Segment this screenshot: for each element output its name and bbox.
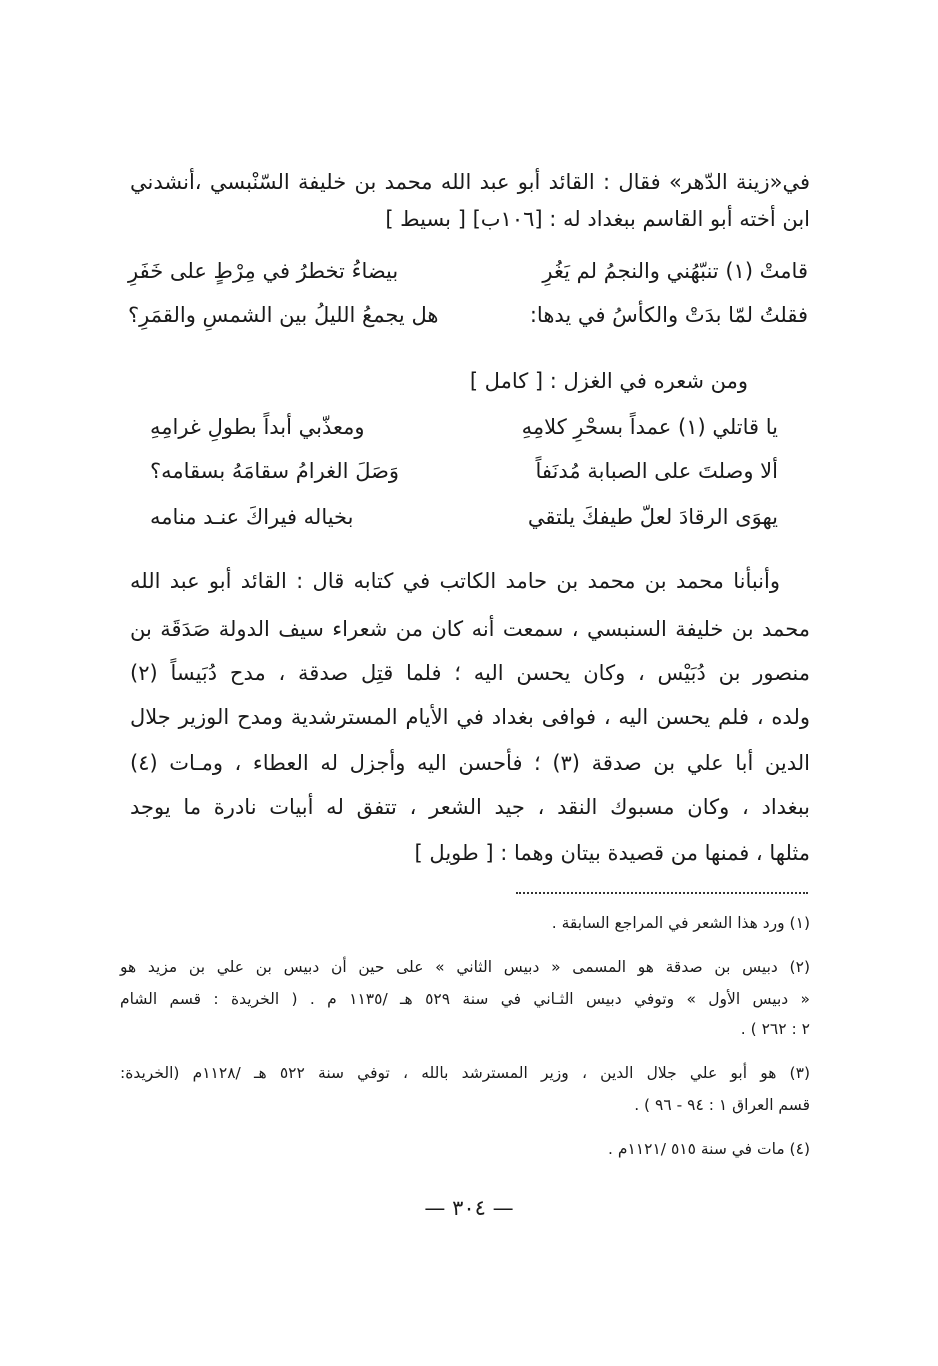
page-number: — ٣٠٤ — [424, 1196, 514, 1220]
verse-first-hemistich: فقلتُ لمّا بدَتْ والكأسُ في يدها: [529, 303, 808, 327]
text-line: في«زينة الدّهر» فقال : القائد أبو عبد الله محمد بن خليفة السّنْبسي ،أنشدني [130, 170, 810, 194]
verse-line [128, 456, 808, 486]
text-line: منصور بن دُبَيْس ، وكان يحسن اليه ؛ فلما قتِل صدقة ، مدح دُبَيساً (٢) [130, 661, 810, 685]
verse-first-hemistich: يهوَى الرقادَ لعلّ طيفكَ يلتقي [527, 505, 778, 529]
verse-line [128, 300, 808, 330]
verse-second-hemistich: ومعذّبي أبداً بطولِ غرامِهِ [150, 415, 365, 439]
text-line: ابن أخته أبو القاسم ببغداد له : [١٠٦ب] [ بسيط ] [385, 207, 810, 231]
verse-second-hemistich: وَصَلَ الغرامُ سقامَهُ بسقامه؟ [150, 459, 400, 483]
footnote-separator [516, 892, 808, 894]
footnote: ٢ : ٢٦٢ ) . [740, 1020, 810, 1038]
verse-first-hemistich: قامتْ (١) تنبّهُني والنجمُ لم يَغُرِ [542, 259, 808, 283]
footnote: (٤) مات في سنة ٥١٥ /١١٢١م . [608, 1140, 810, 1158]
text-line: ومن شعره في الغزل : [ كامل ] [469, 369, 748, 393]
verse-second-hemistich: هل يجمعُ الليلُ بين الشمسِ والقمَرِ؟ [128, 303, 439, 327]
footnote: (١) ورد هذا الشعر في المراجع السابقة . [551, 914, 810, 932]
text-line: وأنبأنا محمد بن محمد بن حامد الكاتب في كتابه قال : القائد أبو عبد الله [130, 569, 780, 593]
verse-first-hemistich: يا قاتلي (١) عمداً بسحْرِ كلامِهِ [521, 415, 778, 439]
text-line: مثلها ، فمنها من قصيدة بيتان وهما : [ طويل ] [414, 841, 810, 865]
verse-second-hemistich: بيضاءُ تخطرُ في مِرْطٍ على خَفَرِ [128, 259, 399, 283]
verse-line [128, 256, 808, 286]
footnote: (٢) دبيس بن صدقة هو المسمى « دبيس الثاني » على حين أن دبيس بن علي بن مزيد هو [120, 958, 810, 976]
footnote: (٣) هو أبو علي جلال الدين ، وزير المسترشد بالله ، توفي سنة ٥٢٢ هـ /١١٢٨م (الخريدة: [120, 1064, 810, 1082]
text-line: الدين أبا علي بن صدقة (٣) ؛ فأحسن اليه وأجزل له العطاء ، ومـات (٤) [130, 751, 811, 775]
verse-first-hemistich: ألا وصلتَ على الصبابة مُدنَفاً [535, 459, 778, 483]
text-line: ولده ، فلم يحسن اليه ، فوافى بغداد في الأيام المسترشدية ومدح الوزير جلال [130, 705, 810, 729]
footnote: « دبيس الأول » وتوفي دبيس الثـاني في سنة ٥٢٩ هـ /١١٣٥ م . ( الخريدة : قسم الشام [120, 990, 811, 1008]
text-line: ببغداد ، وكان مسبوك النقد ، جيد الشعر ، تتفق له أبيات نادرة ما يوجد [130, 795, 810, 819]
footnote: قسم العراق ١ : ٩٤ - ٩٦ ) . [634, 1096, 810, 1114]
verse-line [128, 502, 808, 532]
verse-line [128, 412, 808, 442]
text-line: محمد بن خليفة السنبسي ، سمعت أنه كان من شعراء سيف الدولة صَدَقَة بن [130, 617, 810, 641]
verse-second-hemistich: بخياله فيراكَ عنـد منامه [150, 505, 354, 529]
